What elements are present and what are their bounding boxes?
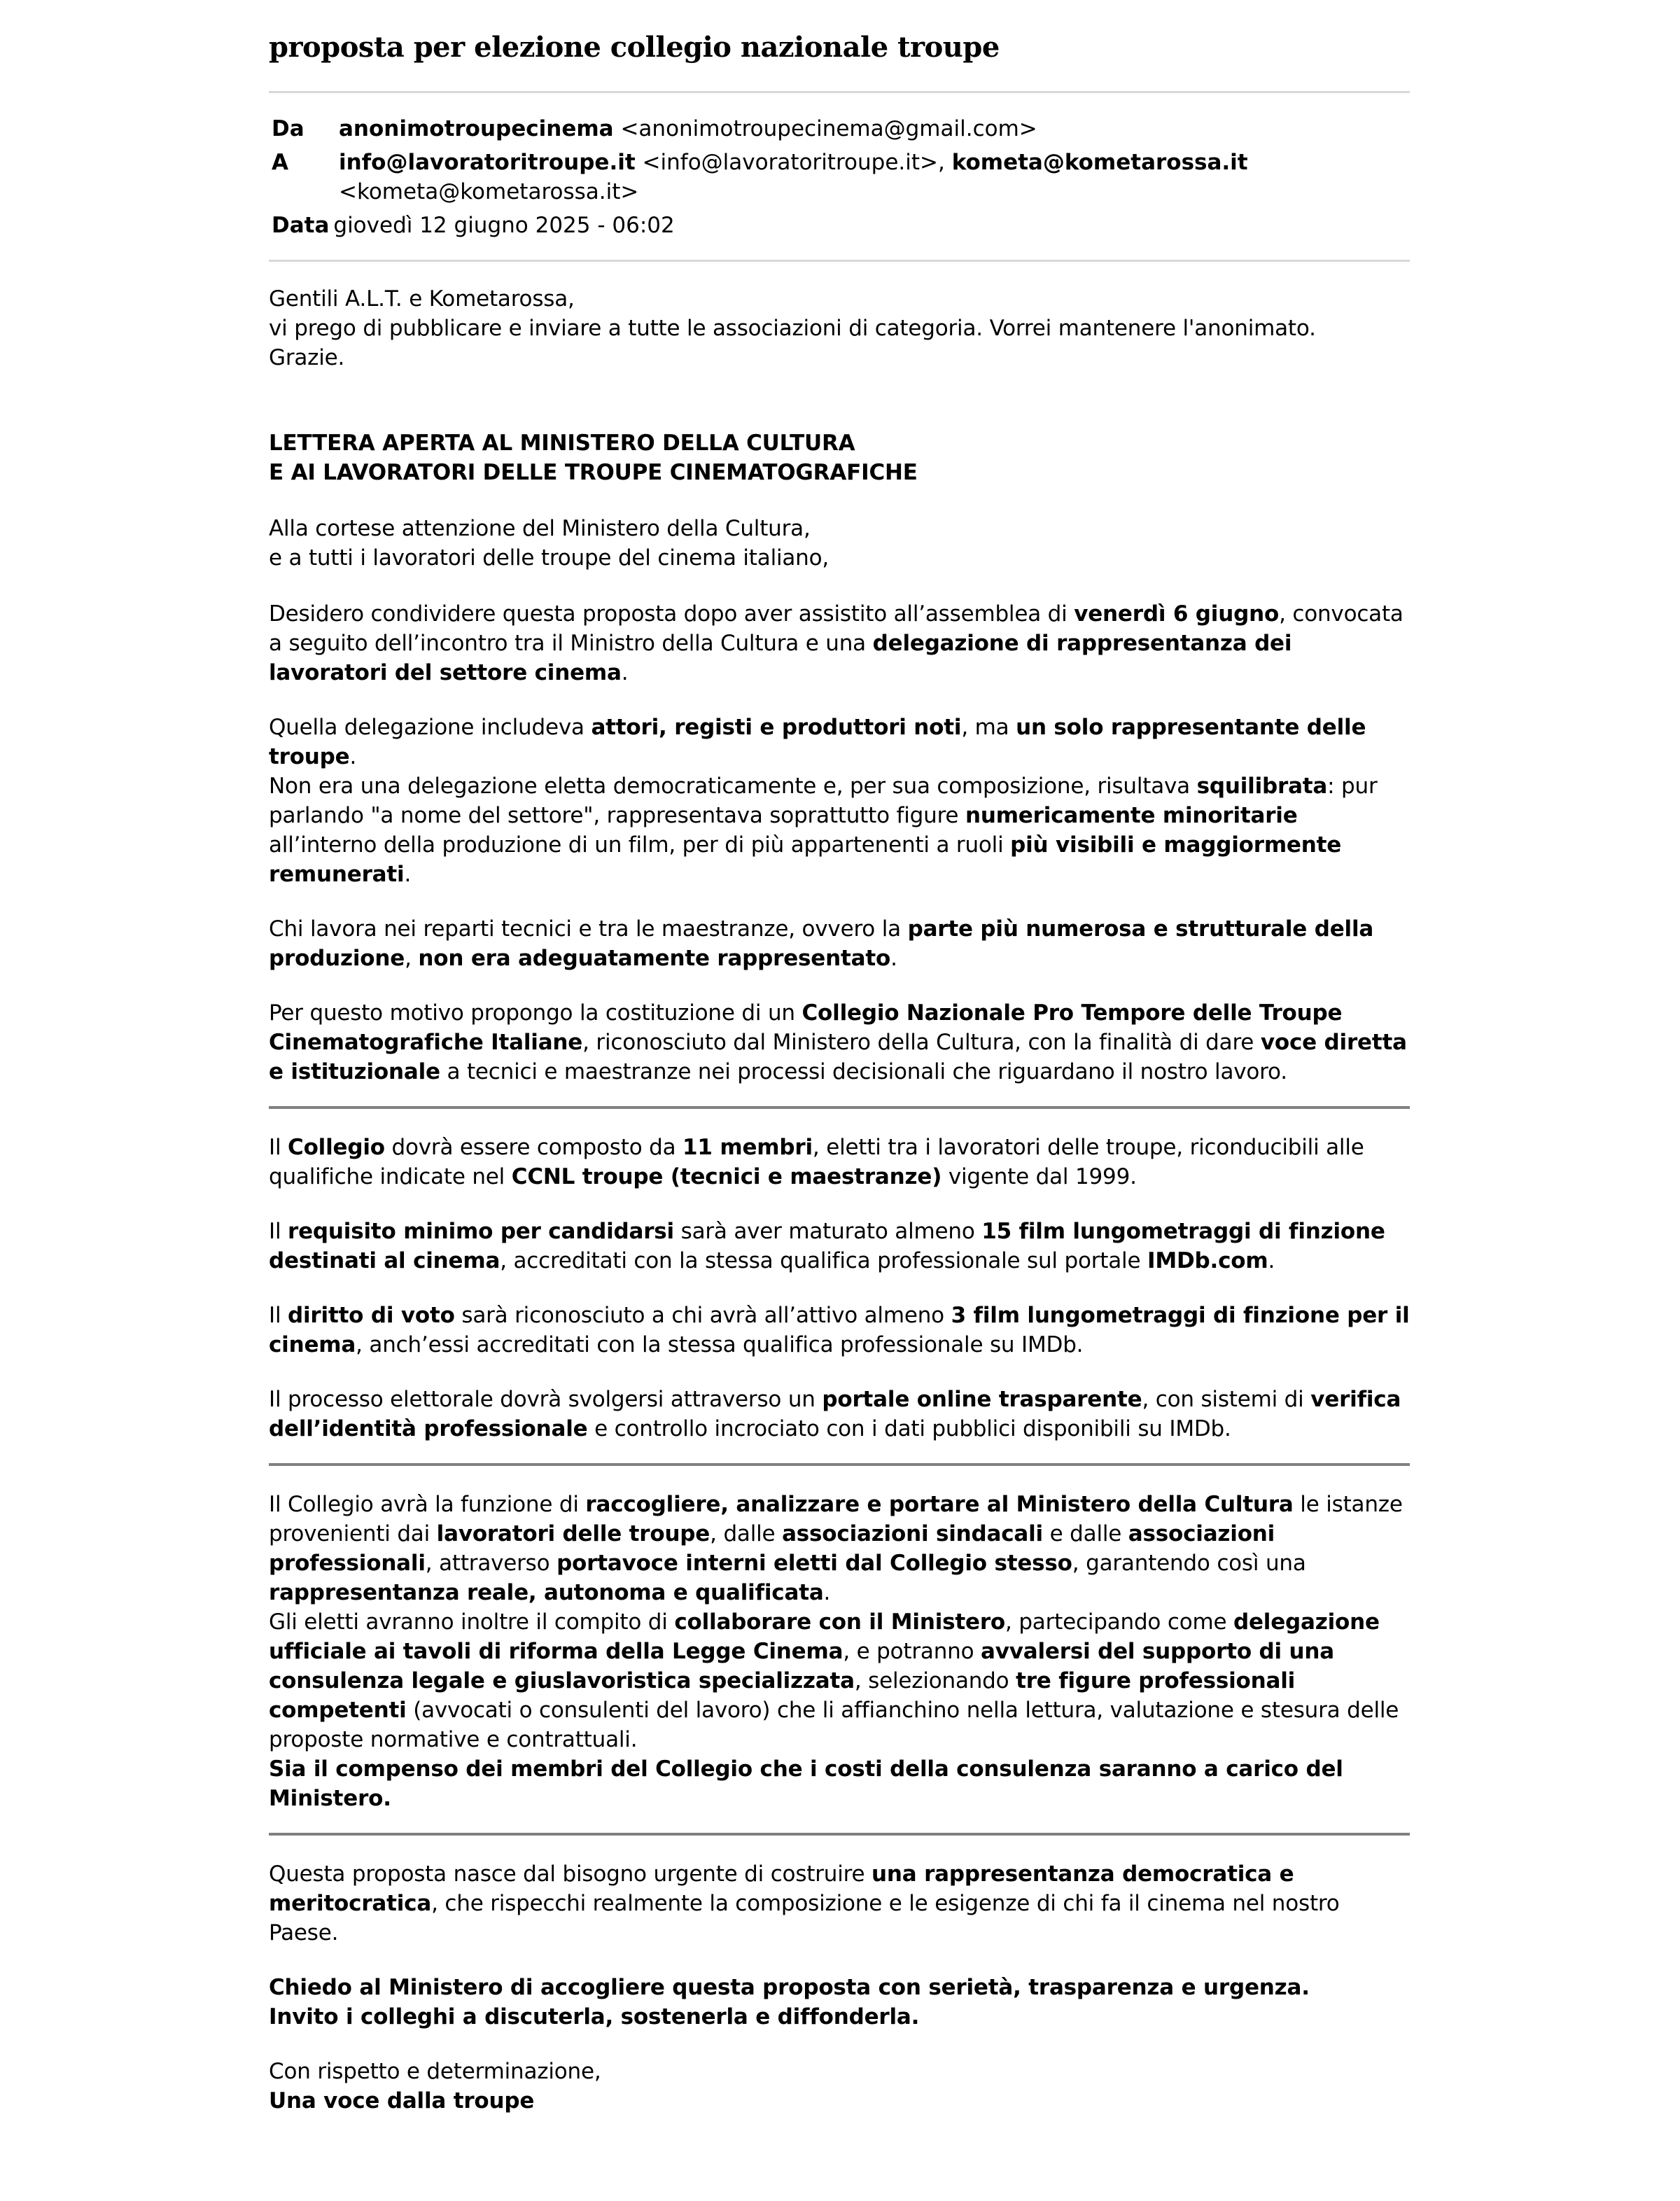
to-separator: , — [937, 150, 945, 175]
bold-run: avvalersi del supporto di una consulenza legale e giuslavoristica specializzata — [269, 1639, 1334, 1693]
to2-email[interactable]: <kometa@kometarossa.it> — [339, 179, 639, 204]
date-value: giovedì 12 giugno 2025 - 06:02 — [333, 213, 675, 238]
salutation-line-1: Alla cortese attenzione del Ministero della Cultura, — [269, 516, 811, 541]
text-run: all’interno della produzione di un film, per di più appartenenti a ruoli — [269, 832, 1011, 858]
letter-title-2: E AI LAVORATORI DELLE TROUPE CINEMATOGRAFICHE — [269, 460, 918, 485]
bold-run: verifica dell’identità professionale — [269, 1387, 1401, 1441]
intro-line-1: Gentili A.L.T. e Kometarossa, — [269, 286, 575, 312]
paragraph-10 — [269, 1859, 1410, 1948]
text-run: dovrà essere composto da — [384, 1135, 683, 1160]
intro-block — [269, 262, 1410, 372]
to-row — [272, 148, 1410, 207]
paragraph-1 — [269, 599, 1410, 687]
email-subject: proposta per elezione collegio nazionale troupe — [269, 31, 1000, 64]
date-row — [272, 211, 1410, 240]
bold-run: un solo rappresentante delle troupe — [269, 715, 1366, 769]
bold-run: delegazione di rappresentanza dei lavoratori del settore cinema — [269, 631, 1292, 685]
bold-run: parte più numerosa e strutturale della produzione — [269, 916, 1374, 971]
section-divider-3 — [269, 1833, 1410, 1836]
paragraph-4 — [269, 998, 1410, 1086]
to-value — [339, 148, 1410, 207]
text-run: , e potranno — [843, 1639, 981, 1664]
text-run: . — [621, 660, 629, 685]
bold-run: collaborare con il Ministero — [674, 1609, 1006, 1635]
paragraph-5 — [269, 1133, 1410, 1192]
text-run: , dalle — [710, 1521, 783, 1546]
to1-name[interactable]: info@lavoratoritroupe.it — [339, 150, 636, 175]
text-run: Il — [269, 1219, 288, 1244]
text-run: Il processo elettorale dovrà svolgersi attraverso un — [269, 1387, 822, 1412]
bold-run: 3 film lungometraggi di finzione per il cinema — [269, 1303, 1410, 1357]
text-run: Quella delegazione includeva — [269, 715, 592, 740]
text-run: Il Collegio avrà la funzione di — [269, 1492, 586, 1517]
email-headers — [269, 93, 1410, 260]
bold-run: più visibili e maggiormente remunerati — [269, 832, 1342, 887]
paragraph-7 — [269, 1301, 1410, 1360]
section-divider-1 — [269, 1106, 1410, 1109]
date-label: Data — [272, 213, 330, 238]
to-label: A — [272, 150, 288, 175]
text-run: . — [404, 862, 412, 887]
closing-line: Con rispetto e determinazione, — [269, 2059, 601, 2084]
paragraph-2 — [269, 713, 1410, 889]
bold-run: raccogliere, analizzare e portare al Ministero della Cultura — [585, 1492, 1294, 1517]
bold-run: portale online trasparente — [822, 1387, 1142, 1412]
text-run: vigente dal 1999. — [941, 1164, 1137, 1189]
email-body — [269, 262, 1410, 2116]
text-run: . — [823, 1580, 831, 1605]
text-run: (avvocati o consulenti del lavoro) che li affianchino nella lettura, valutazione e stesura delle proposte normative e contrattuali. — [269, 1698, 1399, 1752]
paragraph-6 — [269, 1217, 1410, 1276]
bold-run: voce diretta e istituzionale — [269, 1030, 1407, 1084]
bold-run: rappresentanza reale, autonoma e qualificata — [269, 1580, 824, 1605]
paragraph-3 — [269, 914, 1410, 973]
text-run: , selezionando — [854, 1668, 1016, 1693]
text-run: . — [890, 946, 897, 971]
text-run: , attraverso — [425, 1551, 557, 1576]
bold-run: delegazione ufficiale ai tavoli di riforma della Legge Cinema — [269, 1609, 1380, 1664]
bold-run: non era adeguatamente rappresentato — [418, 946, 891, 971]
text-run: e controllo incrociato con i dati pubblici disponibili su IMDb. — [587, 1416, 1231, 1441]
letter-title-1: LETTERA APERTA AL MINISTERO DELLA CULTURA — [269, 431, 855, 456]
bold-run: lavoratori delle troupe — [436, 1521, 710, 1546]
email-page — [269, 28, 1410, 2116]
bold-run: Sia il compenso dei membri del Collegio che i costi della consulenza saranno a carico del Ministero. — [269, 1756, 1343, 1811]
text-run: , — [405, 946, 419, 971]
text-run: Desidero condividere questa proposta dopo aver assistito all’assemblea di — [269, 601, 1074, 627]
text-run: . — [349, 744, 357, 769]
bold-run: venerdì 6 giugno — [1074, 601, 1280, 627]
bold-run: requisito minimo per candidarsi — [288, 1219, 674, 1244]
bold-run: associazioni sindacali — [782, 1521, 1043, 1546]
from-email[interactable]: <anonimotroupecinema@gmail.com> — [620, 116, 1037, 141]
bold-run: tre figure professionali competenti — [269, 1668, 1296, 1723]
text-run: , con sistemi di — [1142, 1387, 1311, 1412]
text-run: , ma — [961, 715, 1016, 740]
from-value — [339, 114, 1410, 144]
signature: Una voce dalla troupe — [269, 2088, 535, 2113]
bold-run: 11 membri — [682, 1135, 813, 1160]
to2-name[interactable]: kometa@kometarossa.it — [951, 150, 1248, 175]
text-run: , garantendo così una — [1072, 1551, 1306, 1576]
text-run: Il — [269, 1303, 288, 1328]
bold-run: CCNL troupe (tecnici e maestranze) — [511, 1164, 942, 1189]
bold-run: numericamente minoritarie — [965, 803, 1298, 828]
text-run: Il — [269, 1135, 288, 1160]
text-run: Non era una delegazione eletta democraticamente e, per sua composizione, risultava — [269, 774, 1197, 799]
text-run: , che rispecchi realmente la composizione e le esigenze di chi fa il cinema nel nostro Paese. — [269, 1891, 1340, 1945]
text-run: Gli eletti avranno inoltre il compito di — [269, 1609, 675, 1635]
paragraph-8 — [269, 1385, 1410, 1444]
from-label: Da — [272, 116, 304, 141]
text-run: , riconosciuto dal Ministero della Cultura, con la finalità di dare — [582, 1030, 1261, 1055]
paragraph-9 — [269, 1490, 1410, 1813]
text-run: a tecnici e maestranze nei processi decisionali che riguardano il nostro lavoro. — [440, 1059, 1287, 1084]
text-run: e dalle — [1042, 1521, 1128, 1546]
text-run: : pur parlando "a nome del settore", rappresentava soprattutto figure — [269, 774, 1378, 828]
bold-run: IMDb.com — [1147, 1248, 1268, 1273]
bold-run: una rappresentanza democratica e meritocratica — [269, 1861, 1294, 1916]
request-line-1: Chiedo al Ministero di accogliere questa proposta con serietà, trasparenza e urgenza. — [269, 1975, 1310, 2000]
bold-run: Collegio — [288, 1135, 385, 1160]
text-run: Questa proposta nasce dal bisogno urgente di costruire — [269, 1861, 872, 1887]
bold-run: associazioni professionali — [269, 1521, 1275, 1576]
text-run: Chi lavora nei reparti tecnici e tra le maestranze, ovvero la — [269, 916, 908, 942]
from-row — [272, 114, 1410, 144]
text-run: sarà riconosciuto a chi avrà all’attivo almeno — [454, 1303, 951, 1328]
bold-run: squilibrata — [1196, 774, 1328, 799]
text-run: , accreditati con la stessa qualifica professionale sul portale — [500, 1248, 1147, 1273]
intro-line-3: Grazie. — [269, 345, 345, 370]
request-line-2: Invito i colleghi a discuterla, sostenerla e diffonderla. — [269, 2004, 920, 2029]
text-run: Per questo motivo propongo la costituzione di un — [269, 1000, 802, 1026]
section-divider-2 — [269, 1463, 1410, 1466]
salutation-line-2: e a tutti i lavoratori delle troupe del cinema italiano, — [269, 545, 830, 571]
to1-email[interactable]: <info@lavoratoritroupe.it> — [642, 150, 938, 175]
text-run: , anch’essi accreditati con la stessa qualifica professionale su IMDb. — [356, 1332, 1084, 1357]
text-run: , convocata a seguito dell’incontro tra il Ministro della Cultura e una — [269, 601, 1404, 656]
text-run: sarà aver maturato almeno — [673, 1219, 982, 1244]
text-run: , eletti tra i lavoratori delle troupe, riconducibili alle qualifiche indicate nel — [269, 1135, 1364, 1189]
text-run: le istanze provenienti dai — [269, 1492, 1403, 1546]
intro-line-2: vi prego di pubblicare e inviare a tutte le associazioni di categoria. Vorrei mantenere l'anonimato. — [269, 316, 1316, 341]
text-run: . — [1268, 1248, 1275, 1273]
text-run: , partecipando come — [1005, 1609, 1233, 1635]
bold-run: diritto di voto — [288, 1303, 455, 1328]
from-name[interactable]: anonimotroupecinema — [339, 116, 614, 141]
bold-run: attori, registi e produttori noti — [591, 715, 962, 740]
bold-run: portavoce interni eletti dal Collegio stesso — [556, 1551, 1072, 1576]
bold-run: 15 film lungometraggi di finzione destinati al cinema — [269, 1219, 1385, 1273]
bold-run: Collegio Nazionale Pro Tempore delle Troupe Cinematografiche Italiane — [269, 1000, 1343, 1055]
